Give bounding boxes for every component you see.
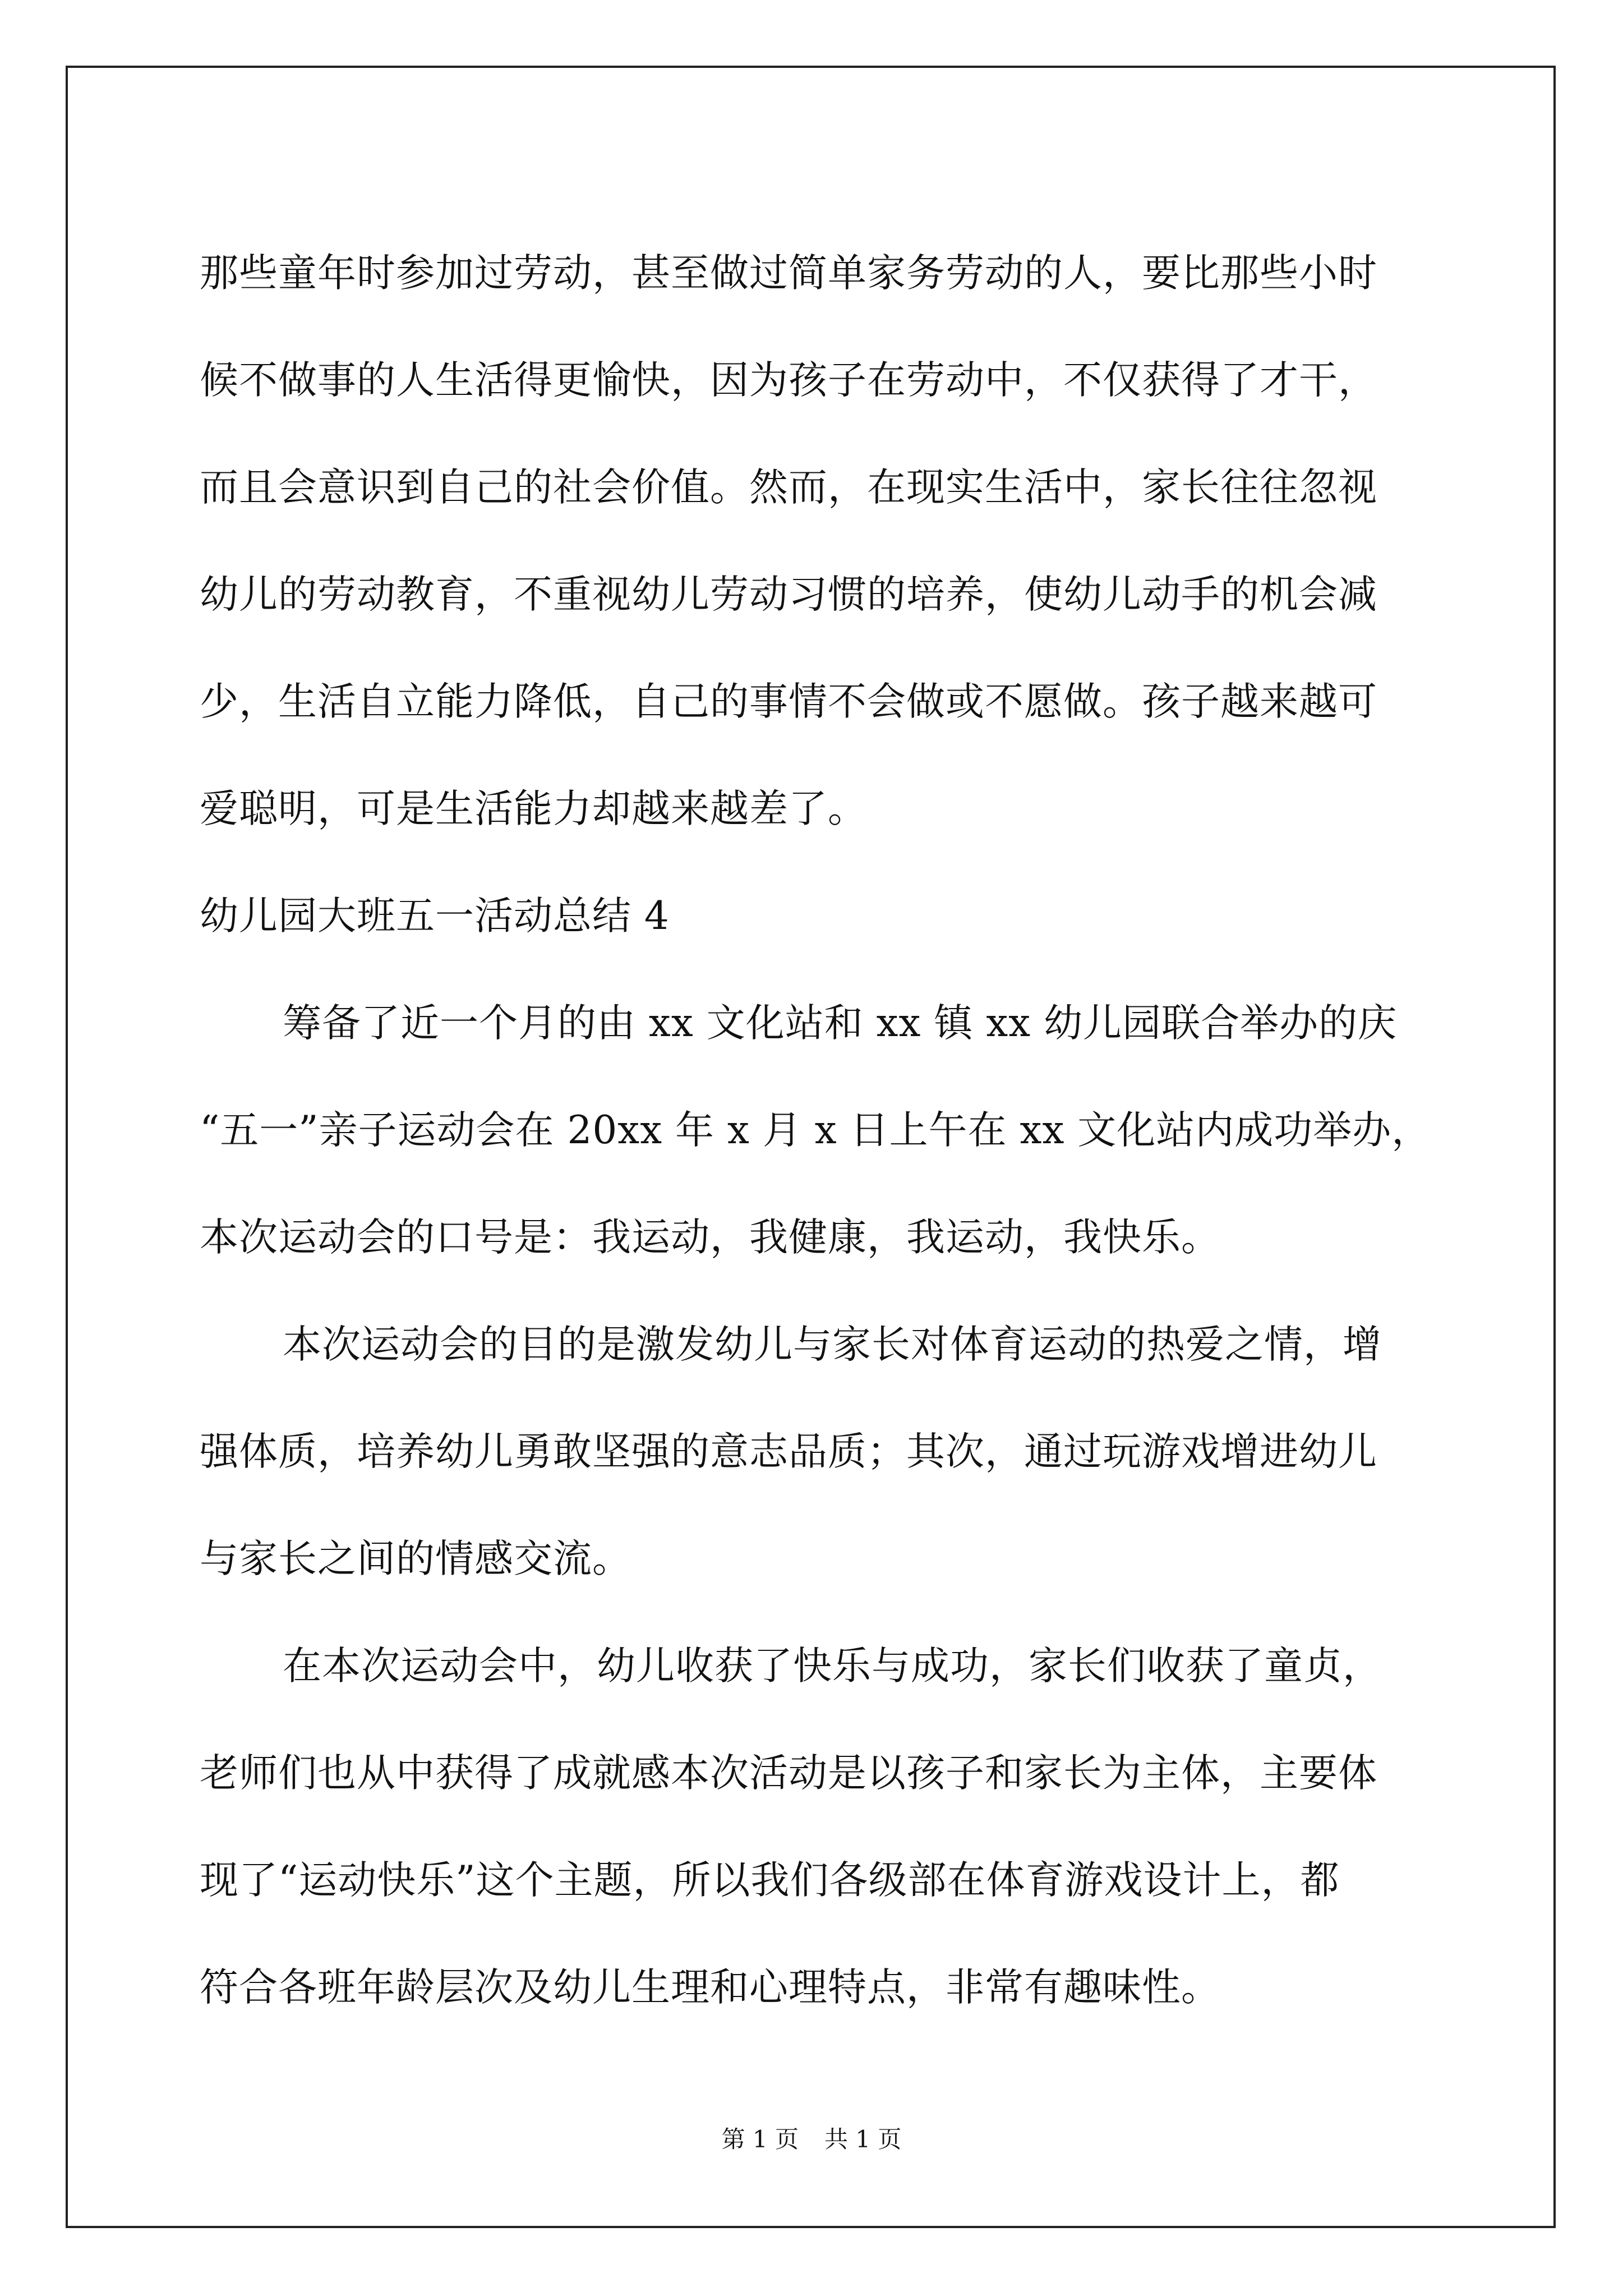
text-line: 幼儿的劳动教育，不重视幼儿劳动习惯的培养，使幼儿动手的机会减 — [200, 572, 1377, 617]
text-line: 候不做事的人生活得更愉快，因为孩子在劳动中，不仅获得了才干， — [200, 358, 1377, 403]
text-line: “五一”亲子运动会在 20xx 年 x 月 x 日上午在 xx 文化站内成功举办， — [200, 1108, 1431, 1153]
page-footer — [0, 2125, 1623, 2154]
paragraph-first-line: 筹备了近一个月的由 xx 文化站和 xx 镇 xx 幼儿园联合举办的庆 — [283, 1001, 1398, 1046]
page-number-current: 第 1 页 — [721, 2125, 799, 2153]
section-heading: 幼儿园大班五一活动总结 4 — [200, 894, 670, 938]
text-line: 符合各班年龄层次及幼儿生理和心理特点，非常有趣味性。 — [200, 1965, 1220, 2010]
text-line: 而且会意识到自己的社会价值。然而，在现实生活中，家长往往忽视 — [200, 465, 1377, 510]
page-number-total: 共 1 页 — [824, 2125, 902, 2153]
text-line: 本次运动会的口号是：我运动，我健康，我运动，我快乐。 — [200, 1215, 1220, 1260]
text-line: 强体质，培养幼儿勇敢坚强的意志品质；其次，通过玩游戏增进幼儿 — [200, 1429, 1377, 1474]
paragraph-first-line: 本次运动会的目的是激发幼儿与家长对体育运动的热爱之情，增 — [283, 1322, 1382, 1367]
text-line: 爱聪明，可是生活能力却越来越差了。 — [200, 786, 867, 831]
text-line: 老师们也从中获得了成就感本次活动是以孩子和家长为主体，主要体 — [200, 1751, 1377, 1796]
text-line: 那些童年时参加过劳动，甚至做过简单家务劳动的人，要比那些小时 — [200, 251, 1377, 296]
text-line: 少，生活自立能力降低，自己的事情不会做或不愿做。孩子越来越可 — [200, 679, 1377, 724]
paragraph-first-line: 在本次运动会中，幼儿收获了快乐与成功，家长们收获了童贞， — [283, 1644, 1382, 1688]
document-body — [200, 220, 1431, 2041]
text-line: 与家长之间的情感交流。 — [200, 1536, 631, 1581]
text-line: 现了“运动快乐”这个主题，所以我们各级部在体育游戏设计上，都 — [200, 1858, 1340, 1903]
